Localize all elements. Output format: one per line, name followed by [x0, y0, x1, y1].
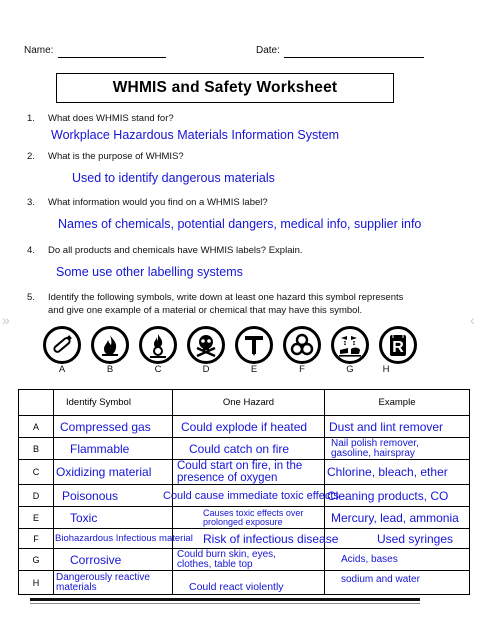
table-row	[19, 416, 470, 438]
row-symbol-cell[interactable]	[54, 438, 173, 460]
row-example-text-line1: Nail polish remover,	[331, 437, 419, 449]
row-example-cell[interactable]	[325, 438, 470, 460]
question-1-number: 1.	[27, 113, 35, 124]
flame-over-circle-icon	[139, 326, 177, 364]
table-row	[19, 438, 470, 460]
answer-1: Workplace Hazardous Materials Information System	[51, 128, 340, 142]
table-row	[19, 529, 470, 549]
symbols-row	[43, 326, 423, 366]
table-header-row	[19, 390, 470, 416]
row-symbol-cell[interactable]	[54, 549, 173, 571]
symbol-letter-e: E	[250, 364, 258, 375]
row-hazard-text-line2: presence of oxygen	[177, 472, 278, 484]
row-example-text: Dust and lint remover	[329, 419, 444, 434]
row-symbol-text: Flammable	[70, 441, 130, 456]
row-hazard-text-line2: prolonged exposure	[203, 516, 283, 527]
row-symbol-text: Biohazardous Infectious material	[55, 532, 193, 544]
question-5-text-line1: Identify the following symbols, write down at least one hazard this symbol represents	[48, 292, 404, 303]
page-edge-mark-left: »	[2, 312, 10, 328]
row-example-text: Mercury, lead, ammonia	[331, 510, 459, 525]
bottom-divider	[30, 598, 420, 601]
compressed-gas-icon	[43, 326, 81, 364]
row-hazard-text-line1: Could start on fire, in the	[177, 460, 303, 472]
corrosion-icon	[331, 326, 369, 364]
row-example-text-line2: gasoline, hairspray	[331, 447, 415, 459]
row-example-text: Cleaning products, CO	[327, 488, 449, 503]
row-example-text: Used syringes	[377, 531, 454, 546]
row-symbol-cell[interactable]	[54, 416, 173, 438]
question-1-text: What does WHMIS stand for?	[48, 113, 174, 124]
row-example-cell[interactable]	[325, 571, 470, 595]
symbol-letter-g: G	[346, 364, 354, 375]
row-example-cell[interactable]	[325, 460, 470, 485]
toxic-t-icon	[235, 326, 273, 364]
name-label: Name:	[24, 45, 54, 56]
row-letter: C	[19, 460, 54, 485]
row-hazard-text: Could explode if heated	[181, 419, 308, 434]
symbol-letter-c: C	[154, 364, 162, 375]
title-box	[56, 73, 394, 103]
row-hazard-text: Could cause immediate toxic effects	[163, 489, 339, 502]
row-hazard-text: Could react violently	[189, 581, 284, 593]
row-example-cell[interactable]	[325, 507, 470, 529]
row-symbol-cell[interactable]	[54, 507, 173, 529]
row-letter: B	[19, 438, 54, 460]
symbol-letter-a: A	[58, 364, 66, 375]
table-row	[19, 571, 470, 595]
biohazard-icon	[283, 326, 321, 364]
svg-text:R: R	[392, 339, 404, 356]
symbol-letter-b: B	[106, 364, 114, 375]
page-title: WHMIS and Safety Worksheet	[112, 79, 338, 96]
row-hazard-cell[interactable]	[163, 485, 339, 507]
question-4-number: 4.	[27, 245, 35, 256]
date-label: Date:	[256, 45, 280, 56]
row-symbol-text-line2: materials	[56, 581, 97, 593]
question-4-text: Do all products and chemicals have WHMIS labels? Explain.	[48, 245, 303, 256]
question-3-text: What information would you find on a WHMIS label?	[48, 197, 268, 208]
question-2-number: 2.	[27, 151, 35, 162]
symbol-letter-d: D	[202, 364, 210, 375]
table-row	[19, 460, 470, 485]
row-symbol-text: Corrosive	[70, 552, 122, 567]
row-hazard-text: Could catch on fire	[189, 441, 290, 456]
row-hazard-cell[interactable]	[173, 438, 325, 460]
bottom-divider-shadow	[30, 603, 420, 604]
row-symbol-cell[interactable]	[54, 571, 173, 595]
row-letter: H	[19, 571, 54, 595]
question-2-text: What is the purpose of WHMIS?	[48, 151, 184, 162]
answer-2: Used to identify dangerous materials	[72, 171, 275, 185]
row-hazard-cell[interactable]	[173, 507, 325, 529]
row-hazard-cell[interactable]	[173, 549, 325, 571]
row-symbol-text: Poisonous	[62, 488, 119, 503]
row-symbol-cell[interactable]	[54, 485, 173, 507]
name-field[interactable]	[58, 57, 166, 58]
row-hazard-text-line1: Causes toxic effects over	[203, 507, 304, 518]
symbols-table	[18, 389, 470, 595]
table-row	[19, 507, 470, 529]
skull-crossbones-icon	[187, 326, 225, 364]
dangerously-reactive-icon	[379, 326, 417, 364]
answer-3: Names of chemicals, potential dangers, medical info, supplier info	[58, 217, 422, 231]
row-hazard-cell[interactable]	[173, 571, 325, 595]
table-header-letter	[19, 390, 54, 416]
flame-icon	[91, 326, 129, 364]
row-hazard-cell[interactable]	[173, 460, 325, 485]
row-hazard-text-line2: clothes, table top	[177, 558, 253, 570]
row-symbol-text: Oxidizing material	[56, 465, 152, 479]
symbol-letter-h: H	[382, 364, 390, 375]
page-edge-mark-right: ‹	[470, 312, 475, 328]
row-hazard-cell[interactable]	[173, 416, 325, 438]
table-row	[19, 485, 470, 507]
row-symbol-cell[interactable]	[54, 460, 173, 485]
row-example-cell[interactable]	[325, 416, 470, 438]
symbol-letter-f: F	[299, 364, 305, 375]
table-header-hazard: One Hazard	[173, 390, 325, 416]
row-symbol-text: Toxic	[70, 510, 98, 525]
answer-4: Some use other labelling systems	[56, 265, 243, 279]
row-hazard-text-line1: Could burn skin, eyes,	[177, 548, 276, 560]
table-row	[19, 549, 470, 571]
row-example-cell[interactable]	[325, 485, 470, 507]
table-header-symbol: Identify Symbol	[54, 390, 173, 416]
row-example-cell[interactable]	[325, 529, 470, 549]
question-5-text-line2: and give one example of a material or chemical that may have this symbol.	[48, 305, 363, 316]
row-hazard-cell[interactable]	[173, 529, 339, 549]
row-symbol-text: Compressed gas	[60, 419, 151, 434]
row-example-text: Acids, bases	[341, 553, 398, 565]
row-symbol-text-line1: Dangerously reactive	[56, 571, 150, 583]
row-example-text: Chlorine, bleach, ether	[327, 465, 448, 479]
row-letter: G	[19, 549, 54, 571]
question-3-number: 3.	[27, 197, 35, 208]
table-header-example: Example	[325, 390, 470, 416]
row-symbol-cell[interactable]	[54, 529, 193, 549]
row-example-cell[interactable]	[325, 549, 470, 571]
row-hazard-text: Risk of infectious disease	[203, 531, 339, 546]
row-letter: A	[19, 416, 54, 438]
question-5-number: 5.	[27, 292, 35, 303]
row-example-text: sodium and water	[341, 574, 420, 585]
row-letter: F	[19, 529, 54, 549]
date-field[interactable]	[284, 57, 424, 58]
row-letter: D	[19, 485, 54, 507]
row-letter: E	[19, 507, 54, 529]
